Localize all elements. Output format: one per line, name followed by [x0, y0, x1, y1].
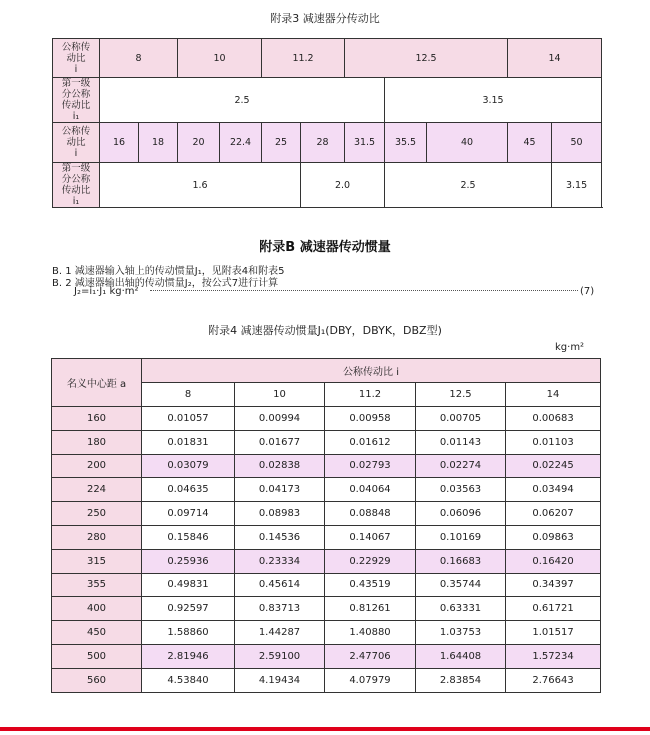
- ratio-cell: 25: [262, 123, 301, 163]
- inertia-value-cell: 0.63331: [416, 597, 506, 621]
- ratio-group-header: 公称传动比 i: [142, 359, 601, 383]
- center-distance-cell: 400: [52, 597, 142, 621]
- appendixB-line-1: B. 1 减速器输入轴上的传动惯量J₁，见附表4和附表5: [52, 266, 285, 277]
- ratio-cell: 16: [100, 123, 139, 163]
- first-stage-cell: 2.5: [385, 163, 552, 208]
- inertia-value-cell: 0.04064: [325, 478, 416, 502]
- inertia-value-cell: 0.00958: [325, 407, 416, 431]
- table-row: [52, 668, 601, 692]
- inertia-value-cell: 0.34397: [506, 573, 601, 597]
- table-row: [52, 597, 601, 621]
- appendixB-title: 附录B 减速器传动惯量: [259, 240, 391, 255]
- first-stage-header: 第一级 分公称 传动比 i₁: [53, 78, 100, 123]
- inertia-value-cell: 0.02274: [416, 454, 506, 478]
- inertia-value-cell: 0.22929: [325, 549, 416, 573]
- table-row: [52, 573, 601, 597]
- inertia-value-cell: 0.00683: [506, 407, 601, 431]
- table-row: [52, 430, 601, 454]
- appendix3-table: [52, 38, 602, 208]
- inertia-value-cell: 0.61721: [506, 597, 601, 621]
- inertia-value-cell: 0.01612: [325, 430, 416, 454]
- inertia-value-cell: 0.10169: [416, 525, 506, 549]
- center-distance-cell: 200: [52, 454, 142, 478]
- inertia-value-cell: 0.02793: [325, 454, 416, 478]
- inertia-value-cell: 0.43519: [325, 573, 416, 597]
- table-row: [52, 407, 601, 431]
- inertia-value-cell: 0.08983: [235, 502, 325, 526]
- appendix3-title: 附录3 减速器分传动比: [270, 12, 380, 25]
- inertia-value-cell: 0.14067: [325, 525, 416, 549]
- inertia-value-cell: 2.83854: [416, 668, 506, 692]
- center-distance-cell: 280: [52, 525, 142, 549]
- inertia-value-cell: 0.81261: [325, 597, 416, 621]
- inertia-value-cell: 4.53840: [142, 668, 235, 692]
- table-row: [52, 454, 601, 478]
- inertia-value-cell: 0.02838: [235, 454, 325, 478]
- inertia-value-cell: 0.01677: [235, 430, 325, 454]
- inertia-value-cell: 0.09863: [506, 525, 601, 549]
- ratio-cell: 31.5: [345, 123, 385, 163]
- center-distance-cell: 500: [52, 644, 142, 668]
- inertia-value-cell: 0.06207: [506, 502, 601, 526]
- center-distance-cell: 180: [52, 430, 142, 454]
- inertia-value-cell: 0.08848: [325, 502, 416, 526]
- unit-label: kg·m²: [555, 342, 585, 353]
- center-distance-cell: 250: [52, 502, 142, 526]
- ratio-cell: 40: [427, 123, 508, 163]
- inertia-value-cell: 0.14536: [235, 525, 325, 549]
- ratio-column-header: 12.5: [416, 383, 506, 407]
- center-distance-cell: 560: [52, 668, 142, 692]
- center-distance-cell: 450: [52, 621, 142, 645]
- ratio-cell: 35.5: [385, 123, 427, 163]
- inertia-value-cell: 0.00705: [416, 407, 506, 431]
- ratio-cell: 50: [552, 123, 602, 163]
- inertia-value-cell: 1.40880: [325, 621, 416, 645]
- inertia-value-cell: 0.83713: [235, 597, 325, 621]
- first-stage-row-2: [53, 163, 602, 208]
- table-row: [52, 502, 601, 526]
- first-stage-cell: 2.5: [100, 78, 385, 123]
- center-distance-cell: 355: [52, 573, 142, 597]
- ratio-cell: 12.5: [345, 39, 508, 78]
- inertia-value-cell: 0.06096: [416, 502, 506, 526]
- inertia-value-cell: 0.04635: [142, 478, 235, 502]
- inertia-value-cell: 0.09714: [142, 502, 235, 526]
- inertia-value-cell: 0.23334: [235, 549, 325, 573]
- inertia-value-cell: 0.01143: [416, 430, 506, 454]
- inertia-value-cell: 4.19434: [235, 668, 325, 692]
- first-stage-row-1: [53, 78, 602, 123]
- inertia-value-cell: 0.25936: [142, 549, 235, 573]
- inertia-value-cell: 0.16683: [416, 549, 506, 573]
- inertia-value-cell: 1.58860: [142, 621, 235, 645]
- inertia-value-cell: 1.03753: [416, 621, 506, 645]
- inertia-value-cell: 1.57234: [506, 644, 601, 668]
- appendix4-table: [51, 358, 601, 693]
- inertia-value-cell: 4.07979: [325, 668, 416, 692]
- first-stage-cell: 1.6: [100, 163, 301, 208]
- ratio-row-2: [53, 123, 602, 163]
- inertia-value-cell: 0.00994: [235, 407, 325, 431]
- ratio-cell: 11.2: [262, 39, 345, 78]
- inertia-value-cell: 2.76643: [506, 668, 601, 692]
- inertia-value-cell: 0.01103: [506, 430, 601, 454]
- table-row: [52, 478, 601, 502]
- inertia-value-cell: 0.45614: [235, 573, 325, 597]
- first-stage-header: 第一级 分公称 传动比 i₁: [53, 163, 100, 208]
- table-row: [52, 644, 601, 668]
- inertia-value-cell: 0.15846: [142, 525, 235, 549]
- inertia-value-cell: 0.49831: [142, 573, 235, 597]
- inertia-value-cell: 0.03079: [142, 454, 235, 478]
- inertia-value-cell: 1.64408: [416, 644, 506, 668]
- center-distance-cell: 315: [52, 549, 142, 573]
- appendix4-title: 附录4 减速器传动惯量J₁(DBY，DBYK，DBZ型): [208, 324, 442, 337]
- leader-dots: [150, 290, 578, 291]
- inertia-value-cell: 1.01517: [506, 621, 601, 645]
- ratio-header: 公称传 动比 i: [53, 39, 100, 78]
- table-row: [52, 621, 601, 645]
- inertia-value-cell: 0.03494: [506, 478, 601, 502]
- inertia-value-cell: 0.01057: [142, 407, 235, 431]
- ratio-cell: 8: [100, 39, 178, 78]
- inertia-value-cell: 0.03563: [416, 478, 506, 502]
- appendixB-line-2: B. 2 减速器输出轴的传动惯量J₂，按公式7进行计算: [52, 278, 279, 289]
- ratio-cell: 14: [508, 39, 602, 78]
- bottom-red-bar: [0, 727, 650, 731]
- ratio-cell: 45: [508, 123, 552, 163]
- center-distance-cell: 160: [52, 407, 142, 431]
- center-distance-cell: 224: [52, 478, 142, 502]
- ratio-cell: 22.4: [220, 123, 262, 163]
- ratio-column-header: 11.2: [325, 383, 416, 407]
- inertia-value-cell: 0.02245: [506, 454, 601, 478]
- inertia-value-cell: 0.16420: [506, 549, 601, 573]
- ratio-row-1: [53, 39, 602, 78]
- table-row: [52, 525, 601, 549]
- inertia-value-cell: 0.01831: [142, 430, 235, 454]
- ratio-column-header: 14: [506, 383, 601, 407]
- inertia-value-cell: 1.44287: [235, 621, 325, 645]
- ratio-column-header: 10: [235, 383, 325, 407]
- first-stage-cell: 3.15: [552, 163, 602, 208]
- equation-number: (7): [580, 286, 595, 297]
- inertia-value-cell: 0.04173: [235, 478, 325, 502]
- inertia-value-cell: 0.92597: [142, 597, 235, 621]
- ratio-column-header: 8: [142, 383, 235, 407]
- inertia-value-cell: 2.47706: [325, 644, 416, 668]
- first-stage-cell: 3.15: [385, 78, 602, 123]
- header-row: [52, 359, 601, 383]
- first-stage-cell: 2.0: [301, 163, 385, 208]
- ratio-header: 公称传 动比 i: [53, 123, 100, 163]
- table-row: [52, 549, 601, 573]
- inertia-value-cell: 2.59100: [235, 644, 325, 668]
- ratio-cell: 10: [178, 39, 262, 78]
- ratio-cell: 28: [301, 123, 345, 163]
- inertia-value-cell: 0.35744: [416, 573, 506, 597]
- center-distance-header: 名义中心距 a: [52, 359, 142, 407]
- formula: J₂=i₁·J₁ kg·m²: [74, 286, 139, 297]
- ratio-cell: 20: [178, 123, 220, 163]
- inertia-value-cell: 2.81946: [142, 644, 235, 668]
- ratio-cell: 18: [139, 123, 178, 163]
